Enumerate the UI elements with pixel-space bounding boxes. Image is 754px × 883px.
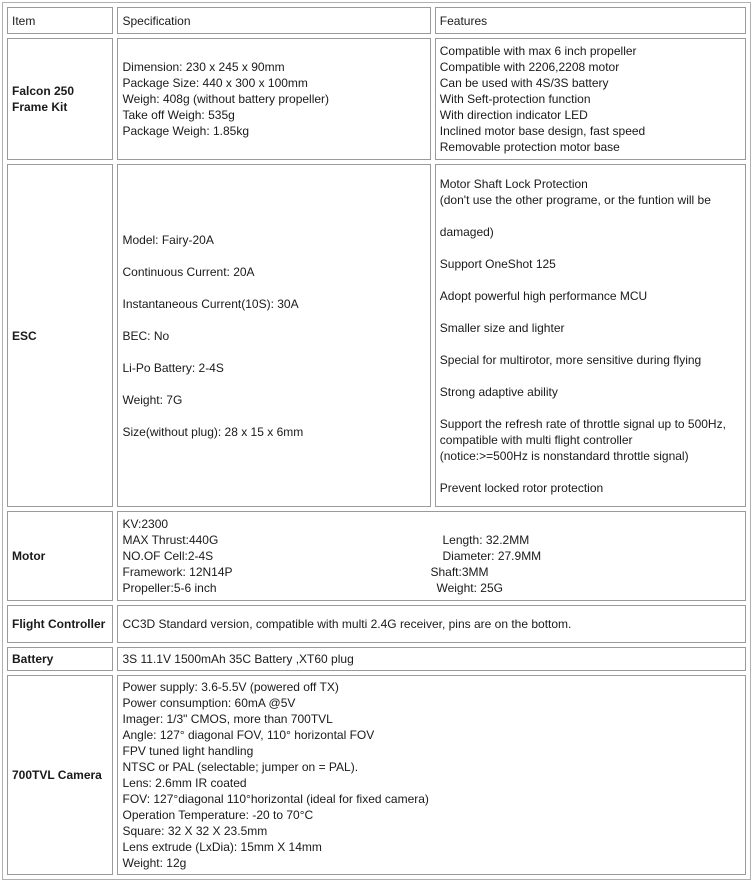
feature-line: Strong adaptive ability: [439, 384, 558, 399]
motor-spec-right: Diameter: 27.9MM: [442, 549, 542, 563]
row-motor: [7, 511, 746, 601]
feature-line: Adopt powerful high performance MCU: [439, 288, 648, 303]
spec-line: Li-Po Battery: 2-4S: [122, 360, 224, 375]
item-motor: Motor: [7, 511, 113, 601]
spec-line: Weight: 7G: [122, 392, 183, 407]
header-features: Features: [435, 7, 746, 34]
spec-motor: [117, 511, 746, 601]
features-esc: [435, 164, 746, 507]
feature-line: Removable protection motor base: [439, 140, 620, 154]
feature-line: Special for multirotor, more sensitive during flying: [439, 352, 702, 367]
spec-line: Take off Weigh: 535g: [122, 108, 235, 122]
spec-battery: 3S 11.1V 1500mAh 35C Battery ,XT60 plug: [117, 647, 746, 671]
item-camera: 700TVL Camera: [7, 675, 113, 875]
feature-line: Support the refresh rate of throttle signal up to 500Hz,: [439, 416, 726, 431]
camera-spec-line: Power supply: 3.6-5.5V (powered off TX): [122, 680, 339, 694]
motor-spec-right: [442, 516, 741, 532]
header-specification: Specification: [117, 7, 430, 34]
motor-spec-right: Length: 32.2MM: [442, 533, 530, 547]
spec-line: Weigh: 408g (without battery propeller): [122, 92, 330, 106]
spec-line: Instantaneous Current(10S): 30A: [122, 296, 299, 311]
camera-spec-line: Operation Temperature: -20 to 70°C: [122, 808, 314, 822]
camera-spec-line: Square: 32 X 32 X 23.5mm: [122, 824, 268, 838]
camera-spec-line: Angle: 127° diagonal FOV, 110° horizontal FOV: [122, 728, 375, 742]
camera-spec-line: NTSC or PAL (selectable; jumper on = PAL).: [122, 760, 359, 774]
camera-spec-line: FPV tuned light handling: [122, 744, 254, 758]
feature-line: Inclined motor base design, fast speed: [439, 124, 646, 138]
camera-spec-line: Imager: 1/3" CMOS, more than 700TVL: [122, 712, 333, 726]
feature-line: Support OneShot 125: [439, 256, 556, 271]
feature-line: With direction indicator LED: [439, 108, 588, 122]
feature-line: (notice:>=500Hz is nonstandard throttle signal): [439, 448, 689, 463]
header-row: [7, 7, 746, 34]
item-frame-kit: Falcon 250 Frame Kit: [7, 38, 113, 160]
feature-line: Compatible with max 6 inch propeller: [439, 44, 637, 58]
spec-frame-kit: [117, 38, 430, 160]
spec-table: [2, 2, 751, 880]
spec-line: Package Size: 440 x 300 x 100mm: [122, 76, 308, 90]
row-flight-controller: [7, 605, 746, 643]
spec-line: Continuous Current: 20A: [122, 264, 255, 279]
spec-line: BEC: No: [122, 328, 170, 343]
camera-spec-line: Lens: 2.6mm IR coated: [122, 776, 247, 790]
motor-spec-left: Framework: 12N14P: [122, 565, 233, 579]
feature-line: compatible with multi flight controller: [439, 432, 633, 447]
row-frame-kit: [7, 38, 746, 160]
spec-line: Model: Fairy-20A: [122, 232, 214, 247]
camera-spec-line: Weight: 12g: [122, 856, 187, 870]
feature-line: damaged): [439, 224, 494, 239]
item-flight-controller: Flight Controller: [7, 605, 113, 643]
features-frame-kit: [435, 38, 746, 160]
motor-spec-right: Weight: 25G: [436, 581, 503, 595]
motor-spec-left: Propeller:5-6 inch: [122, 581, 217, 595]
motor-spec-left: NO.OF Cell:2-4S: [122, 549, 214, 563]
camera-spec-line: FOV: 127°diagonal 110°horizontal (ideal for fixed camera): [122, 792, 429, 806]
feature-line: Prevent locked rotor protection: [439, 480, 604, 495]
spec-line: Package Weigh: 1.85kg: [122, 124, 250, 138]
camera-spec-line: Power consumption: 60mA @5V: [122, 696, 296, 710]
motor-spec-left: KV:2300: [122, 517, 169, 531]
item-battery: Battery: [7, 647, 113, 671]
feature-line: With Seft-protection function: [439, 92, 591, 106]
feature-line: (don't use the other programe, or the funtion will be: [439, 192, 711, 207]
feature-line: Can be used with 4S/3S battery: [439, 76, 609, 90]
feature-line: Smaller size and lighter: [439, 320, 565, 335]
spec-flight-controller: CC3D Standard version, compatible with multi 2.4G receiver, pins are on the bottom.: [117, 605, 746, 643]
spec-camera: [117, 675, 746, 875]
item-esc: ESC: [7, 164, 113, 507]
camera-spec-line: Lens extrude (LxDia): 15mm X 14mm: [122, 840, 322, 854]
row-esc: [7, 164, 746, 507]
motor-specs: [122, 516, 741, 596]
spec-esc: [117, 164, 430, 507]
motor-spec-right: Shaft:3MM: [430, 565, 489, 579]
feature-line: Motor Shaft Lock Protection: [439, 176, 588, 191]
row-camera: [7, 675, 746, 875]
motor-spec-left: MAX Thrust:440G: [122, 533, 219, 547]
feature-line: Compatible with 2206,2208 motor: [439, 60, 620, 74]
spec-line: Size(without plug): 28 x 15 x 6mm: [122, 424, 304, 439]
spec-line: Dimension: 230 x 245 x 90mm: [122, 60, 285, 74]
header-item: Item: [7, 7, 113, 34]
row-battery: [7, 647, 746, 671]
